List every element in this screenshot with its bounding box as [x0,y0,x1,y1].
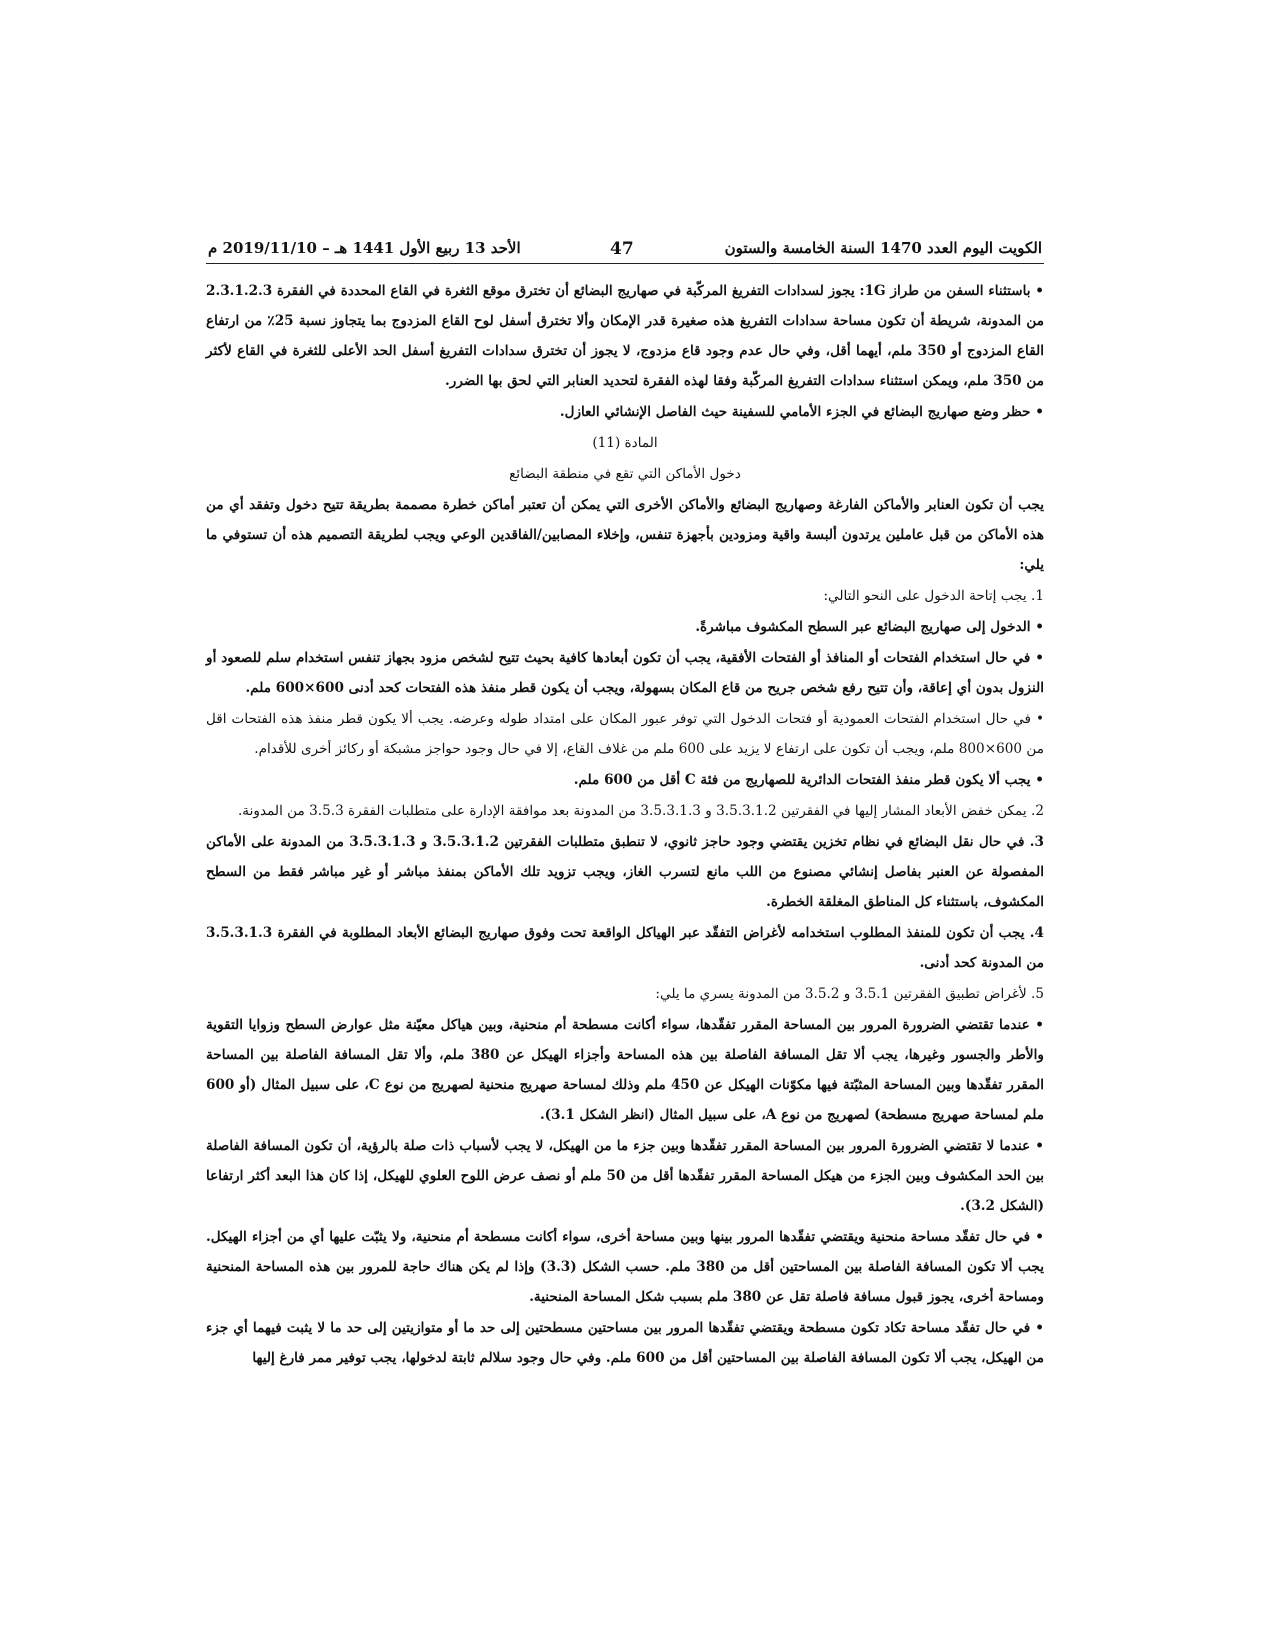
paragraph-bullet-circular-openings: • يجب ألا يكون قطر منفذ الفتحات الدائرية للصهاريج من فئة C أقل من 600 ملم. [573,772,1044,788]
header-date: الأحد 13 ربيع الأول 1441 هـ – 2019/11/10 م [208,239,521,257]
paragraph-bullet-direct-access: • الدخول إلى صهاريج البضائع عبر السطح المكشوف مباشرةً. [695,619,1044,635]
header-publication: الكويت اليوم العدد 1470 السنة الخامسة والستون [724,239,1042,257]
paragraph-bullet-curved-surface: • في حال تفقّد مساحة منحنية ويقتضي تفقّدها المرور بينها وبين مساحة أخرى، سواء أكانت مسطحة أم منحنية، ولا يثبّت عليها أي من أجزاء الهيكل. يجب ألا تكون المسافة الفاصلة بين المساحتين أقل من 380 ملم. حسب الشكل (3.3) وإذا لم يكن هناك حاجة للمرور بين هذه المساحة المنحنية ومساحة أخرى، يجوز قبول مسافة فاصلة تقل عن 380 ملم بسبب شكل المساحة المنحنية. [206,1229,1044,1305]
paragraph-item-5: 5. لأغراض تطبيق الفقرتين 3.5.1 و 3.5.2 من المدونة يسري ما يلي: [655,986,1044,1002]
paragraph-bullet-no-passage: • عندما لا تقتضي الضرورة المرور بين المساحة المقرر تفقّدها وبين جزء ما من الهيكل، لا يجب لأسباب ذات صلة بالرؤية، أن تكون المسافة الفاصلة بين الحد المكشوف وبين الجزء من هيكل المساحة المقرر تفقّدها أقل من 50 ملم أو نصف عرض اللوح العلوي للهيكل، إذا كان هذا البعد أكثر ارتفاعا (الشكل 3.2). [206,1138,1044,1214]
paragraph-bullet-passage-required: • عندما تقتضي الضرورة المرور بين المساحة المقرر تفقّدها، سواء أكانت مسطحة أم منحنية، وبين هياكل معيّنة مثل عوارض السطح وزوايا التقوية والأطر والجسور وغيرها، يجب ألا تقل المسافة الفاصلة بين هذه المساحة وأجزاء الهيكل عن 380 ملم، وألا تقل المسافة الفاصلة بين المساحة المقرر تفقّدها وبين المساحة المثبّتة فيها مكوّنات الهيكل عن 450 ملم وذلك لمساحة صهريج منحنية لصهريج من نوع C، على سبيل المثال (أو 600 ملم لمساحة صهريج مسطحة) لصهريج من نوع A، على سبيل المثال (انظر الشكل 3.1). [206,1017,1045,1123]
document-page [206,0,1044,1650]
paragraph-bullet-forward-tanks: • حظر وضع صهاريج البضائع في الجزء الأمامي للسفينة حيث الفاصل الإنشائي العازل. [559,404,1044,420]
page-number: 47 [610,239,634,259]
paragraph-item-2: 2. يمكن خفض الأبعاد المشار إليها في الفقرتين 3.5.3.1.2 و 3.5.3.1.3 من المدونة بعد موافقة الإدارة على متطلبات الفقرة 3.5.3 من المدونة. [237,803,1044,819]
paragraph-bullet-vertical-openings: • في حال استخدام الفتحات العمودية أو فتحات الدخول التي توفر عبور المكان على امتداد طوله وعرضه. يجب ألا يكون قطر منفذ هذه الفتحات اقل من 600×800 ملم، ويجب أن تكون على ارتفاع لا يزيد على 600 ملم من غلاف القاع، إلا في حال وجود حواجز مشبكة أو ركائز أخرى للأقدام. [206,711,1044,757]
document-body [206,276,1044,1374]
article-title: دخول الأماكن التي تقع في منطقة البضائع [509,466,741,482]
paragraph-item-3: 3. في حال نقل البضائع في نظام تخزين يقتضي وجود حاجز ثانوي، لا تنطبق متطلبات الفقرتين 3.5.3.1.2 و 3.5.3.1.3 من المدونة على الأماكن المفصولة عن العنبر بفاصل إنشائي مصنوع من اللب مانع لتسرب الغاز، ويجب تزويد تلك الأماكن بمنفذ مباشر أو غير مباشر فقط من السطح المكشوف، باستثناء كل المناطق المغلقة الخطرة. [206,834,1045,910]
paragraph-item-4: 4. يجب أن تكون للمنفذ المطلوب استخدامه لأغراض التفقّد عبر الهياكل الواقعة تحت وفوق صهاريج البضائع الأبعاد المطلوبة في الفقرة 3.5.3.1.3 من المدونة كحد أدنى. [206,925,1044,971]
paragraph-item-1: 1. يجب إتاحة الدخول على النحو التالي: [823,588,1044,604]
article-number: المادة (11) [592,435,658,451]
page-header [206,239,1044,264]
paragraph-bullet-flat-surface: • في حال تفقّد مساحة تكاد تكون مسطحة ويقتضي تفقّدها المرور بين مساحتين مسطحتين إلى حد ما أو متوازيتين إلى حد ما لا يثبت فيهما أي جزء من الهيكل، يجب ألا تكون المسافة الفاصلة بين المساحتين أقل من 600 ملم. وفي حال وجود سلالم ثابتة لدخولها، يجب توفير ممر فارغ إليها [206,1320,1044,1366]
paragraph-access-intro: يجب أن تكون العنابر والأماكن الفارغة وصهاريج البضائع والأماكن الأخرى التي يمكن أن تعتبر أماكن خطرة مصممة بطريقة تتيح دخول وتفقد أي من هذه الأماكن من قبل عاملين يرتدون ألبسة واقية ومزودين بأجهزة تنفس، وإخلاء المصابين/الفاقدين الوعي ويجب لطريقة التصميم هذه أن تستوفي ما يلي: [206,497,1044,573]
paragraph-bullet-1g-exception: • باستثناء السفن من طراز 1G: يجوز لسدادات التفريغ المركّبة في صهاريج البضائع أن تخترق موقع الثغرة في القاع المحددة في الفقرة 2.3.1.2.3 من المدونة، شريطة أن تكون مساحة سدادات التفريغ هذه صغيرة قدر الإمكان وألا تخترق أسفل لوح القاع المزدوج بما يتجاوز نسبة 25٪ من ارتفاع القاع المزدوج أو 350 ملم، أيهما أقل، وفي حال عدم وجود قاع مزدوج، لا يجوز أن تخترق سدادات التفريغ أسفل الحد الأعلى للثغرة في القاع لأكثر من 350 ملم، ويمكن استثناء سدادات التفريغ المركّبة وفقا لهذه الفقرة لتحديد العنابر التي لحق بها الضرر. [206,283,1044,389]
paragraph-bullet-horizontal-openings: • في حال استخدام الفتحات أو المنافذ أو الفتحات الأفقية، يجب أن تكون أبعادها كافية بحيث تتيح لشخص مزود بجهاز تنفس استخدام سلم للصعود أو النزول بدون أي إعاقة، وأن تتيح رفع شخص جريح من قاع المكان بسهولة، ويجب أن يكون قطر منفذ هذه الفتحات كحد أدنى 600×600 ملم. [206,650,1044,696]
